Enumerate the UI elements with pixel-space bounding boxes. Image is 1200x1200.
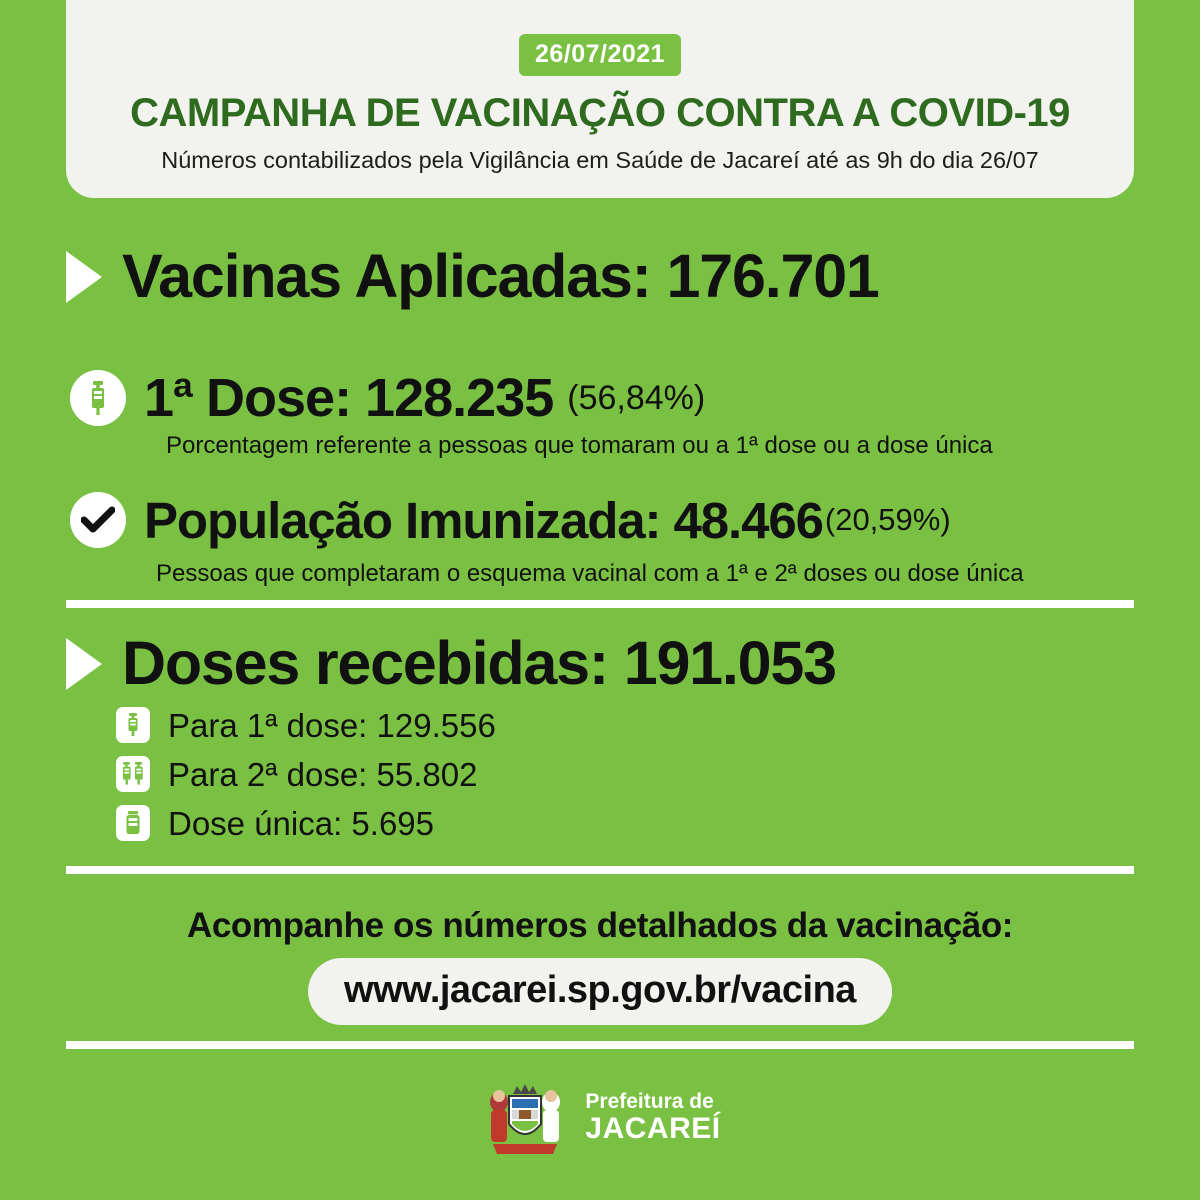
divider bbox=[66, 1041, 1134, 1049]
footer-logo-text bbox=[585, 1091, 720, 1145]
first-dose-label: 1ª Dose: 128.235 bbox=[144, 368, 554, 428]
divider bbox=[66, 866, 1134, 874]
page-title: CAMPANHA DE VACINAÇÃO CONTRA A COVID-19 bbox=[130, 91, 1070, 135]
date-badge: 26/07/2021 bbox=[519, 34, 681, 76]
footer-line-1: Prefeitura de bbox=[585, 1090, 714, 1114]
list-item bbox=[116, 804, 496, 842]
applied-doses-label: Vacinas Aplicadas: 176.701 bbox=[122, 242, 879, 310]
list-item-label: Dose única: 5.695 bbox=[168, 804, 435, 842]
syringe-icon bbox=[116, 707, 150, 743]
cta-text: Acompanhe os números detalhados da vacinação: bbox=[186, 906, 1014, 945]
vial-icon bbox=[116, 805, 150, 841]
list-item-label: Para 1ª dose: 129.556 bbox=[168, 706, 496, 744]
immunized-row bbox=[70, 492, 1180, 548]
divider bbox=[66, 600, 1134, 608]
check-icon bbox=[70, 492, 126, 548]
first-dose-note: Porcentagem referente a pessoas que tomaram ou a 1ª dose ou a dose única bbox=[166, 432, 993, 459]
received-doses-label: Doses recebidas: 191.053 bbox=[122, 629, 836, 697]
received-doses-list bbox=[116, 706, 496, 853]
footer-line-2: JACAREÍ bbox=[585, 1112, 721, 1146]
footer bbox=[0, 1072, 1200, 1164]
syringe-icon bbox=[70, 370, 126, 426]
applied-doses-row bbox=[66, 242, 1146, 310]
immunized-note: Pessoas que completaram o esquema vacinal com a 1ª e 2ª doses ou dose única bbox=[156, 560, 1024, 587]
immunized-label: População Imunizada: 48.466 bbox=[144, 491, 823, 549]
triangle-bullet-icon bbox=[66, 251, 102, 303]
list-item bbox=[116, 706, 496, 744]
immunized-percent: (20,59%) bbox=[824, 502, 951, 537]
website-url[interactable]: www.jacarei.sp.gov.br/vacina bbox=[308, 958, 892, 1025]
first-dose-percent: (56,84%) bbox=[567, 378, 706, 417]
double-syringe-icon bbox=[116, 756, 150, 792]
triangle-bullet-icon bbox=[66, 638, 102, 690]
list-item bbox=[116, 755, 496, 793]
header-subtitle: Números contabilizados pela Vigilância em Saúde de Jacareí até as 9h do dia 26/07 bbox=[161, 147, 1039, 173]
received-doses-row bbox=[66, 629, 1146, 697]
list-item-label: Para 2ª dose: 55.802 bbox=[168, 755, 478, 793]
first-dose-row bbox=[70, 370, 1160, 426]
jacarei-coat-of-arms-icon bbox=[479, 1072, 571, 1164]
header-card bbox=[66, 0, 1134, 198]
